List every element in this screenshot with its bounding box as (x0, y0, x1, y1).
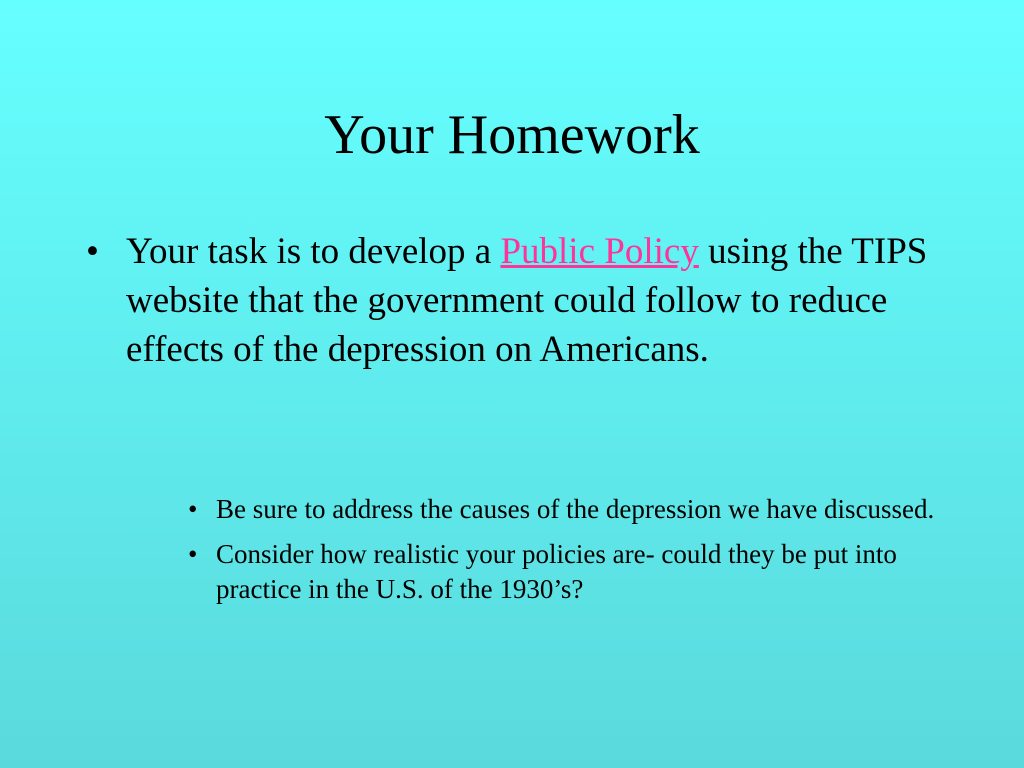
sub-bullet-list (188, 492, 976, 617)
sub-bullet-text: Be sure to address the causes of the depression we have discussed. (216, 494, 935, 524)
bullet-marker: • (86, 231, 99, 272)
sub-bullet-text: Consider how realistic your policies are- could they be put into practice in the U.S. of the 1930’s? (216, 539, 897, 604)
sub-bullet-marker: • (188, 539, 198, 569)
main-bullet-text-start: Your task is to develop a (126, 231, 501, 272)
main-bullet (86, 227, 956, 374)
sub-bullet-realistic (188, 537, 976, 607)
public-policy-link[interactable]: Public Policy (500, 231, 699, 272)
sub-bullet-marker: • (188, 494, 198, 524)
sub-bullet-causes (188, 492, 976, 527)
slide-title: Your Homework (324, 104, 700, 166)
main-bullet-text-end: using the TIPS website that the government could follow to reduce effects of the depression on Americans. (126, 231, 928, 370)
